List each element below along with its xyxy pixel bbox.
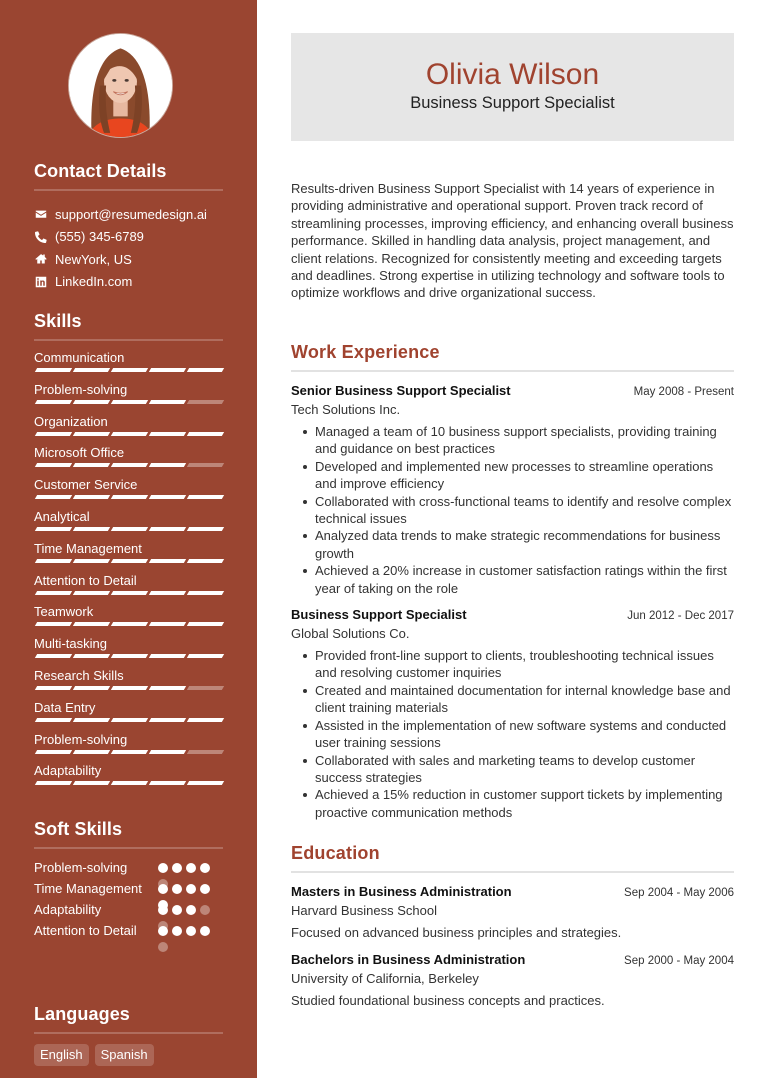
rating-segment-filled (187, 527, 224, 531)
skill-name: Attention to Detail (34, 572, 137, 588)
rating-segment-filled (149, 559, 186, 563)
skill-name: Multi-tasking (34, 636, 107, 652)
skill-name: Microsoft Office (34, 445, 125, 461)
rating-segment-filled (111, 622, 148, 626)
skill-rating-bar (34, 463, 223, 467)
job-entry (291, 606, 734, 821)
skill-rating-bar (34, 495, 223, 499)
rating-dot-filled (172, 884, 182, 894)
rating-segment-filled (187, 432, 224, 436)
work-experience-heading: Work Experience (291, 342, 734, 372)
contact-list (34, 203, 223, 293)
skill-item (34, 668, 223, 700)
degree-title: Masters in Business Administration (291, 884, 512, 899)
rating-segment-filled (149, 686, 186, 690)
rating-segment-filled (73, 432, 110, 436)
soft-skill-name: Time Management (34, 881, 142, 896)
linkedin-icon (34, 275, 47, 288)
work-experience-section (291, 342, 734, 821)
candidate-title: Business Support Specialist (410, 94, 615, 112)
rating-segment-filled (111, 781, 148, 785)
rating-segment-filled (35, 654, 72, 658)
job-bullets (291, 423, 734, 597)
skill-name: Problem-solving (34, 731, 128, 747)
rating-segment-empty (187, 463, 224, 467)
skill-rating-bar (34, 527, 223, 531)
rating-segment-filled (149, 432, 186, 436)
job-dates: May 2008 - Present (633, 386, 734, 398)
rating-dot-filled (158, 863, 168, 873)
home-icon (34, 253, 47, 266)
skill-item (34, 382, 223, 414)
rating-segment-filled (111, 591, 148, 595)
rating-segment-filled (111, 368, 148, 372)
rating-segment-filled (35, 781, 72, 785)
rating-segment-filled (35, 432, 72, 436)
rating-segment-filled (187, 654, 224, 658)
rating-segment-filled (111, 686, 148, 690)
rating-segment-empty (187, 750, 224, 754)
summary-paragraph: Results-driven Business Support Specialist with 14 years of experience in providing administrative and operational support. Proven track record of streamlining processes, improving efficiency, and enhancing overall business performance. Skilled in handling data analysis, project management, and client relations. Recognized for consistently meeting and exceeding targets and deadlines. Strong expertise in utilizing technology and software tools to optimize workflows and drive organizational success. (291, 181, 734, 301)
job-bullet: Achieved a 15% reduction in customer support tickets by implementing proactive communication methods (315, 786, 734, 821)
soft-skill-item (34, 901, 223, 922)
rating-segment-filled (73, 591, 110, 595)
soft-skill-name: Attention to Detail (34, 923, 137, 938)
rating-segment-filled (149, 622, 186, 626)
rating-segment-filled (149, 368, 186, 372)
soft-skills-heading: Soft Skills (34, 819, 223, 849)
contact-email-text: support@resumedesign.ai (55, 206, 207, 222)
skill-item (34, 541, 223, 573)
skill-item (34, 700, 223, 732)
skill-item (34, 509, 223, 541)
skill-rating-bar (34, 750, 223, 754)
contact-phone[interactable] (34, 226, 223, 249)
rating-segment-filled (111, 432, 148, 436)
soft-skill-name: Problem-solving (34, 860, 128, 875)
job-bullet: Collaborated with sales and marketing teams to develop customer success strategies (315, 752, 734, 787)
rating-segment-filled (149, 591, 186, 595)
education-description: Studied foundational business concepts and practices. (291, 993, 605, 1008)
rating-dot-filled (200, 884, 210, 894)
job-company: Global Solutions Co. (291, 626, 410, 642)
education-heading: Education (291, 843, 734, 873)
skills-section (34, 311, 223, 795)
rating-dot-filled (200, 926, 210, 936)
rating-segment-filled (73, 718, 110, 722)
job-bullet: Provided front-line support to clients, troubleshooting technical issues and resolving customer inquiries (315, 647, 734, 682)
rating-segment-filled (35, 591, 72, 595)
skill-item (34, 732, 223, 764)
rating-segment-filled (111, 495, 148, 499)
language-list (34, 1044, 223, 1066)
job-title: Business Support Specialist (291, 607, 467, 623)
skill-name: Communication (34, 350, 125, 365)
job-company: Tech Solutions Inc. (291, 402, 401, 417)
rating-segment-filled (111, 463, 148, 467)
skill-name: Time Management (34, 540, 142, 556)
skill-name: Research Skills (34, 667, 124, 683)
school-name: University of California, Berkeley (291, 971, 479, 986)
skill-rating-bar (34, 559, 223, 563)
contact-phone-text: (555) 345-6789 (55, 229, 144, 245)
rating-segment-filled (187, 718, 224, 722)
contact-section (34, 161, 223, 293)
education-dates: Sep 2000 - May 2004 (624, 955, 734, 967)
job-entry (291, 382, 734, 597)
rating-segment-filled (73, 495, 110, 499)
rating-dot-empty (200, 905, 210, 915)
languages-section (34, 1004, 223, 1066)
job-bullet: Achieved a 20% increase in customer satisfaction ratings within the first year of taking on the role (315, 562, 734, 597)
rating-segment-filled (149, 718, 186, 722)
profile-photo (68, 33, 173, 138)
rating-dot-filled (200, 863, 210, 873)
rating-segment-empty (187, 400, 224, 404)
job-bullet: Collaborated with cross-functional teams to identify and resolve complex technical issues (315, 493, 734, 528)
skill-rating-bar (34, 368, 223, 372)
job-bullets (291, 647, 734, 821)
rating-dot-filled (172, 926, 182, 936)
skill-rating-bar (34, 654, 223, 658)
skill-name: Analytical (34, 508, 90, 524)
skill-name: Data Entry (34, 699, 96, 715)
skill-name: Customer Service (34, 477, 138, 493)
profile-photo-illustration (69, 34, 172, 137)
rating-segment-filled (73, 750, 110, 754)
rating-segment-filled (149, 781, 186, 785)
skill-item (34, 763, 223, 795)
education-dates: Sep 2004 - May 2006 (624, 887, 734, 899)
rating-segment-filled (149, 654, 186, 658)
phone-icon (34, 230, 47, 243)
job-title: Senior Business Support Specialist (291, 383, 511, 398)
skill-name: Organization (34, 413, 108, 429)
skill-item (34, 636, 223, 668)
rating-segment-filled (187, 368, 224, 372)
rating-segment-filled (149, 400, 186, 404)
contact-heading: Contact Details (34, 161, 223, 191)
skill-item (34, 445, 223, 477)
resume-header (291, 33, 734, 141)
sidebar (0, 0, 257, 1078)
rating-segment-filled (149, 495, 186, 499)
rating-segment-filled (35, 718, 72, 722)
envelope-icon (34, 208, 47, 221)
skill-rating-bar (34, 686, 223, 690)
rating-segment-filled (187, 559, 224, 563)
soft-skill-item (34, 859, 223, 880)
skill-list (34, 350, 223, 795)
skill-rating-bar (34, 432, 223, 436)
rating-segment-filled (73, 622, 110, 626)
skills-heading: Skills (34, 311, 223, 341)
soft-skill-rating-dots (158, 922, 214, 952)
rating-dot-filled (186, 863, 196, 873)
rating-segment-filled (187, 495, 224, 499)
skill-name: Problem-solving (34, 381, 128, 397)
job-bullet: Managed a team of 10 business support specialists, providing training and guidance on best practices (315, 423, 734, 458)
soft-skills-section (34, 819, 223, 964)
rating-segment-filled (73, 463, 110, 467)
rating-dot-filled (186, 926, 196, 936)
skill-item (34, 414, 223, 446)
rating-segment-filled (149, 750, 186, 754)
education-entry (291, 951, 734, 1009)
rating-dot-filled (172, 863, 182, 873)
rating-dot-filled (158, 905, 168, 915)
rating-dot-empty (158, 942, 168, 952)
rating-segment-filled (35, 622, 72, 626)
rating-segment-filled (111, 750, 148, 754)
education-section (291, 843, 734, 1009)
rating-segment-filled (35, 368, 72, 372)
language-tag: Spanish (95, 1044, 154, 1066)
skill-name: Teamwork (34, 604, 94, 620)
languages-heading: Languages (34, 1004, 223, 1034)
job-dates: Jun 2012 - Dec 2017 (627, 610, 734, 623)
job-bullet: Assisted in the implementation of new software systems and conducted user training sessions (315, 717, 734, 752)
skill-rating-bar (34, 591, 223, 595)
contact-location (34, 248, 223, 271)
rating-dot-filled (158, 926, 168, 936)
rating-segment-filled (111, 654, 148, 658)
contact-location-text: NewYork, US (55, 251, 132, 267)
rating-segment-filled (187, 591, 224, 595)
education-entry (291, 883, 734, 941)
soft-skill-name: Adaptability (34, 902, 102, 917)
job-bullet: Created and maintained documentation for internal knowledge base and client training materials (315, 682, 734, 717)
rating-segment-filled (73, 368, 110, 372)
rating-segment-filled (111, 718, 148, 722)
contact-linkedin[interactable] (34, 271, 223, 294)
rating-segment-filled (187, 781, 224, 785)
rating-segment-filled (187, 622, 224, 626)
rating-segment-filled (35, 495, 72, 499)
skill-item (34, 350, 223, 382)
degree-title: Bachelors in Business Administration (291, 952, 526, 967)
rating-segment-filled (149, 527, 186, 531)
rating-segment-filled (73, 527, 110, 531)
rating-dot-filled (186, 884, 196, 894)
rating-segment-filled (111, 559, 148, 563)
skill-rating-bar (34, 718, 223, 722)
rating-segment-empty (187, 686, 224, 690)
rating-segment-filled (111, 400, 148, 404)
rating-dot-filled (158, 884, 168, 894)
rating-segment-filled (35, 686, 72, 690)
rating-segment-filled (35, 527, 72, 531)
rating-segment-filled (73, 654, 110, 658)
skill-item (34, 573, 223, 605)
contact-email[interactable] (34, 203, 223, 226)
language-tag: English (34, 1044, 89, 1066)
skill-rating-bar (34, 781, 223, 785)
rating-segment-filled (73, 781, 110, 785)
rating-segment-filled (35, 750, 72, 754)
rating-segment-filled (35, 400, 72, 404)
rating-dot-filled (172, 905, 182, 915)
rating-segment-filled (35, 559, 72, 563)
soft-skill-item (34, 880, 223, 901)
soft-skill-list (34, 859, 223, 964)
skill-rating-bar (34, 400, 223, 404)
rating-segment-filled (35, 463, 72, 467)
rating-segment-filled (73, 400, 110, 404)
rating-segment-filled (149, 463, 186, 467)
job-bullet: Analyzed data trends to make strategic recommendations for business growth (315, 527, 734, 562)
skill-item (34, 604, 223, 636)
rating-dot-filled (186, 905, 196, 915)
skill-name: Adaptability (34, 763, 102, 779)
school-name: Harvard Business School (291, 903, 437, 918)
candidate-name: Olivia Wilson (425, 58, 600, 91)
education-description: Focused on advanced business principles and strategies. (291, 925, 622, 940)
rating-segment-filled (73, 559, 110, 563)
rating-segment-filled (73, 686, 110, 690)
job-bullet: Developed and implemented new processes to streamline operations and improve efficiency (315, 458, 734, 493)
rating-segment-filled (111, 527, 148, 531)
soft-skill-item (34, 922, 223, 964)
contact-linkedin-text: LinkedIn.com (55, 274, 133, 290)
skill-item (34, 477, 223, 509)
skill-rating-bar (34, 622, 223, 626)
